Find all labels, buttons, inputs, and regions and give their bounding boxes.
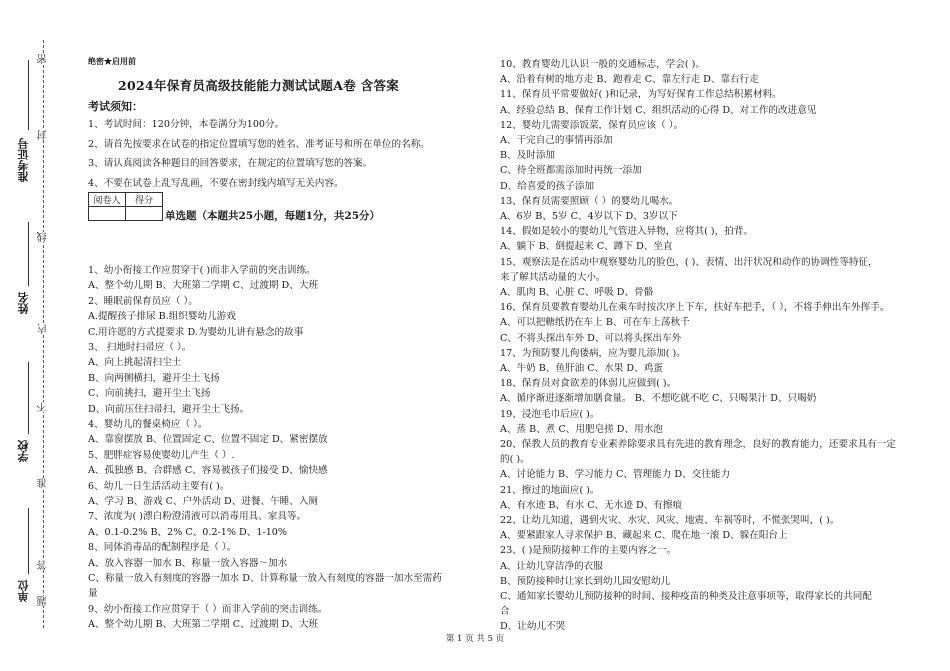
unit-label: 单位 — [17, 580, 30, 602]
question-line: A、躺下 B、倒提起来 C、蹲下 D、坐直 — [500, 241, 673, 253]
question-line: 20、保教人员的教育专业素养除要求具有先进的教育理念，良好的教育能力，还要求具有一定 — [500, 439, 896, 450]
school-blank[interactable] — [28, 362, 29, 434]
page-footer: 第 1 页 共 5 页 — [445, 634, 505, 644]
question-line: D、向前压住扫帚扫，避开尘土飞扬。 — [88, 403, 250, 415]
grader-cell: 阅卷人 — [89, 193, 126, 207]
question-line: A、靠窗摆放 B、位置固定 C、位置不固定 D、紧密摆放 — [88, 434, 328, 446]
name-label: 姓名 — [17, 292, 30, 314]
question-line: A.提醒孩子排尿 B.组织婴幼儿游戏 — [88, 311, 236, 323]
page-title: 2024年保育员高级技能能力测试试题A卷 含答案 — [118, 78, 400, 93]
question-line: A、放入容器一加水 B、称量一放入容器～加水 — [88, 557, 288, 569]
question-line: C、向前挑扫，避开尘土飞扬 — [88, 388, 211, 400]
question-line: C、待全班都需添加时再统一添加 — [500, 165, 642, 177]
question-line: 18、保育员对食欲差的体弱儿应做到( )。 — [500, 378, 677, 390]
question-line: 来了解其活动量的大小。 — [500, 271, 606, 283]
binding-strip — [0, 0, 70, 671]
question-line: 23、( )是预防接种工作的主要内容之一。 — [500, 545, 677, 557]
question-line: C、通知家长婴幼儿预防接种的时间、接种疫苗的种类及注意事项等，取得家长的共同配 — [500, 591, 872, 602]
seal-text-5: 不 — [38, 402, 49, 412]
school-label: 学校 — [17, 440, 30, 462]
question-line: 21、擦过的地面应( )。 — [500, 484, 600, 496]
question-line: A、循序渐进逐渐增加膳食量。 B、不想吃就不吃 C、只喝果汁 D、只喝奶 — [500, 393, 817, 405]
question-line: 5、肥胖症容易使婴幼儿产生（ ）. — [88, 449, 235, 461]
score-blank[interactable] — [126, 207, 163, 221]
question-line: A、学习 B、游戏 C、户外活动 D、进餐、午睡、入厕 — [88, 496, 319, 507]
question-line: A、整个幼儿期 B、大班第二学期 C、过渡期 D、大班 — [88, 619, 319, 631]
question-line: 15、观察法是在活动中观察婴幼儿的脸色、( )、表情、出汗状况和动作的协调性等特征， — [500, 256, 878, 268]
question-line: 4、婴幼儿的餐桌椅应（ ）。 — [88, 419, 208, 430]
question-line: A、孤独感 B、合群感 C、容易被孩子们接受 D、愉快感 — [88, 465, 328, 477]
question-line: 的( )。 — [500, 454, 530, 466]
exam-number-label: 准考证号 — [17, 138, 30, 182]
question-line: C、不将头探出车外 D、可以将头探出车外 — [500, 332, 682, 344]
question-line: A、要紧跟家人寻求保护 B、藏起来 C、爬在地一滚 D、躲在阳台上 — [500, 530, 788, 542]
question-line: 8、同体消毒品的配制程序是（ ）。 — [88, 542, 237, 554]
notice-2: 2、请首先按要求在试卷的指定位置填写您的姓名、准考证号和所在单位的名称。 — [88, 139, 430, 150]
confidential-mark: 绝密★启用前 — [88, 56, 136, 66]
seal-line — [43, 40, 44, 628]
grader-blank[interactable] — [89, 207, 126, 221]
question-line: C.用许愿的方式提要求 D.为婴幼儿讲有悬念的故事 — [88, 326, 304, 338]
question-line: C、称量一放入有刻度的容器一加水 D、计算称量一放入有刻度的容器一加水至需药 — [88, 573, 442, 584]
section-title: 单选题（本题共25小题，每题1分，共25分） — [165, 210, 381, 222]
unit-blank[interactable] — [28, 508, 29, 574]
question-line: A、沿着有树的地方走 B、跑着走 C、靠左行走 D、靠右行走 — [500, 74, 759, 86]
question-line: 17、为预防婴儿佝偻病，应为婴儿添加( )。 — [500, 347, 686, 359]
question-line: A、干完自己的事情再添加 — [500, 135, 613, 146]
question-line: A、可以把糖纸扔在车上 B、可在车上荡秋千 — [500, 317, 690, 329]
question-line: A、向上挑起清扫尘土 — [88, 357, 182, 369]
question-line: 2、睡眠前保育员应（ ）。 — [88, 295, 198, 307]
question-line: B、及时添加 — [500, 150, 556, 162]
question-line: 11、保育员平常要做好( )和记录，为写好保育工作总结积累材料。 — [500, 89, 782, 101]
score-cell: 得分 — [126, 193, 163, 207]
question-line: A、让幼儿穿洁净的衣服 — [500, 560, 603, 572]
question-line: A、讨论能力 B、学习能力 C、管理能力 D、交往能力 — [500, 469, 731, 481]
question-line: A、整个幼儿期 B、大班第二学期 C、过渡期 D、大班 — [88, 280, 319, 292]
question-line: A、经验总结 B、保育工作计划 C、组织活动的心得 D、对工作的改进意见 — [500, 104, 817, 116]
notice-1: 1、考试时间：120分钟，本卷满分为100分。 — [88, 119, 285, 130]
seal-text-8: 题 — [38, 596, 49, 606]
score-table — [88, 192, 163, 221]
question-line: 1、幼小衔接工作应贯穿于( )而非入学前的突击训练。 — [88, 265, 316, 276]
question-line: 量 — [88, 588, 98, 600]
question-line: 7、浓度为( )漂白粉澄清液可以消毒用具、家具等。 — [88, 511, 307, 523]
question-line: A、肌肉 B、心脏 C、呼吸 D、骨骼 — [500, 287, 654, 298]
question-line: 13、保育员需要照顾（ ）的婴幼儿喝水。 — [500, 195, 679, 207]
question-line: A、有水迹 B、有水 C、无水迹 D、有擦痕 — [500, 499, 683, 511]
question-line: 3、 扫地时扫帚应（ ）。 — [88, 342, 192, 353]
notice-heading: 考试须知： — [88, 100, 143, 113]
seal-text-2: 封 — [38, 130, 49, 140]
name-blank[interactable] — [28, 222, 29, 286]
question-line: 9、幼小衔接工作应贯穿于（ ）而非入学前的突击训练。 — [88, 603, 328, 615]
question-line: 合 — [500, 606, 510, 618]
question-line: D、给喜爱的孩子添加 — [500, 180, 595, 192]
question-line: 6、幼儿一日生活活动主要有( )。 — [88, 480, 230, 492]
seal-text-7: 答 — [38, 560, 49, 570]
question-line: A、6岁 B、5岁 C、4岁以下 D、3岁以下 — [500, 211, 678, 222]
notice-3: 3、请认真阅读各种题目的回答要求，在规定的位置填写您的答案。 — [88, 158, 373, 169]
question-line: A、0.1-0.2% B、2% C、0.2-1% D、1-10% — [88, 526, 288, 538]
seal-text-6: 准 — [38, 478, 49, 488]
question-line: B、预防接种时让家长到幼儿园安慰幼儿 — [500, 575, 671, 587]
question-line: A、蒸 B、煮 C、用肥皂搓 D、用水泡 — [500, 423, 663, 435]
question-line: 12、婴幼儿需要添饭菜，保育员应该（ ）。 — [500, 119, 684, 131]
seal-text-3: 线 — [38, 232, 49, 242]
seal-text-4: 内 — [38, 324, 49, 334]
question-line: 16、保育员要教育婴幼儿在乘车时按次序上下车，扶好车把手，（ ），不将手伸出车外挥手。 — [500, 302, 890, 314]
notice-4: 4、不要在试卷上乱写乱画，不要在密封线内填写无关内容。 — [88, 178, 344, 189]
question-line: 10、教育婴幼儿认识一般的交通标志，学会( )。 — [500, 59, 706, 70]
seal-text-1: 密 — [38, 54, 49, 64]
question-line: 14、假如是较小的婴幼儿气管进入异物，应将其( )，拍背。 — [500, 226, 753, 238]
question-line: 22、让幼儿知道，遇到火灾、水灾、风灾、地震、车祸等时，不慌张哭叫，( )。 — [500, 515, 840, 526]
question-line: B、向两侧横扫，避开尘土飞扬 — [88, 372, 220, 384]
question-line: 19、浸泡毛巾后应( )。 — [500, 408, 600, 420]
question-line: A、牛奶 B、鱼肝油 C、水果 D、鸡蛋 — [500, 363, 663, 374]
question-line: D、让幼儿不哭 — [500, 621, 566, 633]
exam-number-blank[interactable] — [28, 60, 29, 130]
